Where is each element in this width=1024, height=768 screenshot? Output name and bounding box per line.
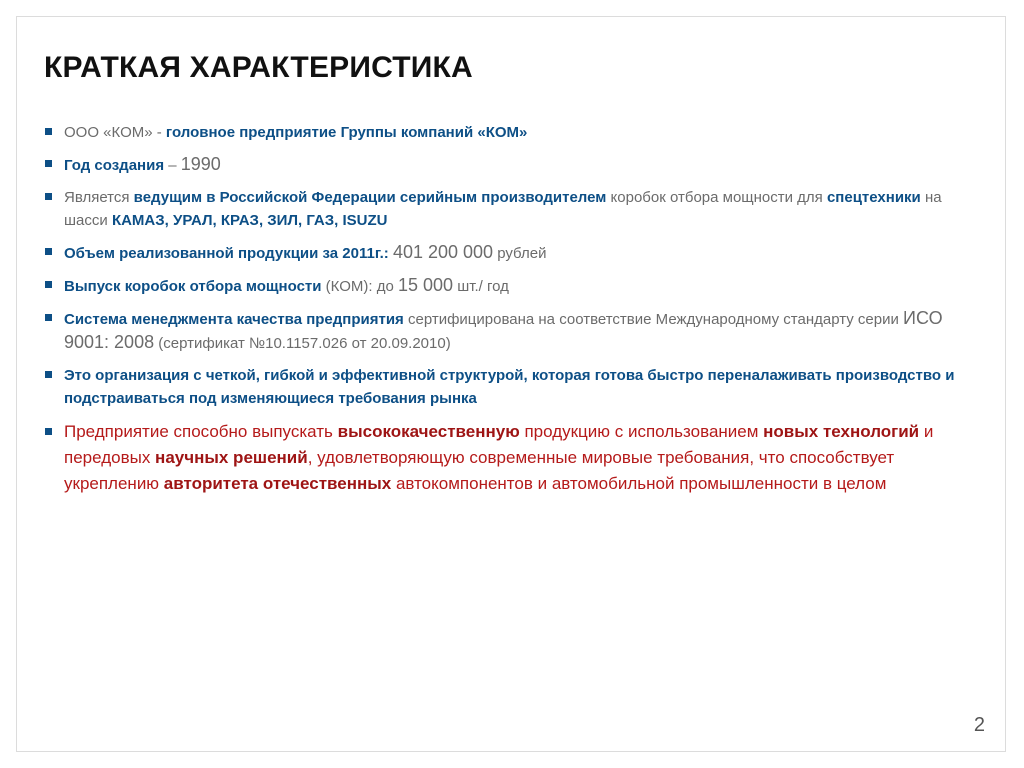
bullet-year: Год создания – 1990 — [44, 153, 984, 177]
slide — [16, 16, 1006, 752]
square-bullet-icon — [45, 281, 52, 288]
bullet-company: ООО «КОМ» - головное предприятие Группы компаний «КОМ» — [44, 121, 984, 144]
square-bullet-icon — [45, 248, 52, 255]
square-bullet-icon — [45, 160, 52, 167]
page-number: 2 — [973, 714, 985, 736]
bullet-quality: Система менеджмента качества предприятия сертифицирована на соответствие Международному стандарту серии ИСО 9001: 2008 (сертификат №10.1157.026 от 20.09.2010) — [44, 307, 984, 355]
bullet-organization: Это организация с четкой, гибкой и эффективной структурой, которая готова быстро переналаживать производство и подстраиваться под изменяющиеся требования рынка — [44, 364, 984, 410]
bullet-list — [44, 121, 984, 506]
square-bullet-icon — [45, 128, 52, 135]
square-bullet-icon — [45, 371, 52, 378]
slide-title: КРАТКАЯ ХАРАКТЕРИСТИКА — [44, 51, 473, 84]
bullet-leader: Является ведущим в Российской Федерации серийным производителем коробок отбора мощности для спецтехники на шасси КАМАЗ, УРАЛ, КРАЗ, ЗИЛ, ГАЗ, ISUZU — [44, 186, 984, 232]
square-bullet-icon — [45, 193, 52, 200]
square-bullet-icon — [45, 428, 52, 435]
square-bullet-icon — [45, 314, 52, 321]
bullet-capability: Предприятие способно выпускать высококачественную продукцию с использованием новых технологий и передовых научных решений, удовлетворяющую современные мировые требования, что способствует укреплению авторитета отечественных автокомпонентов и автомобильной промышленности в целом — [44, 419, 984, 497]
bullet-output: Выпуск коробок отбора мощности (КОМ): до 15 000 шт./ год — [44, 274, 984, 298]
bullet-volume: Объем реализованной продукции за 2011г.: 401 200 000 рублей — [44, 241, 984, 265]
